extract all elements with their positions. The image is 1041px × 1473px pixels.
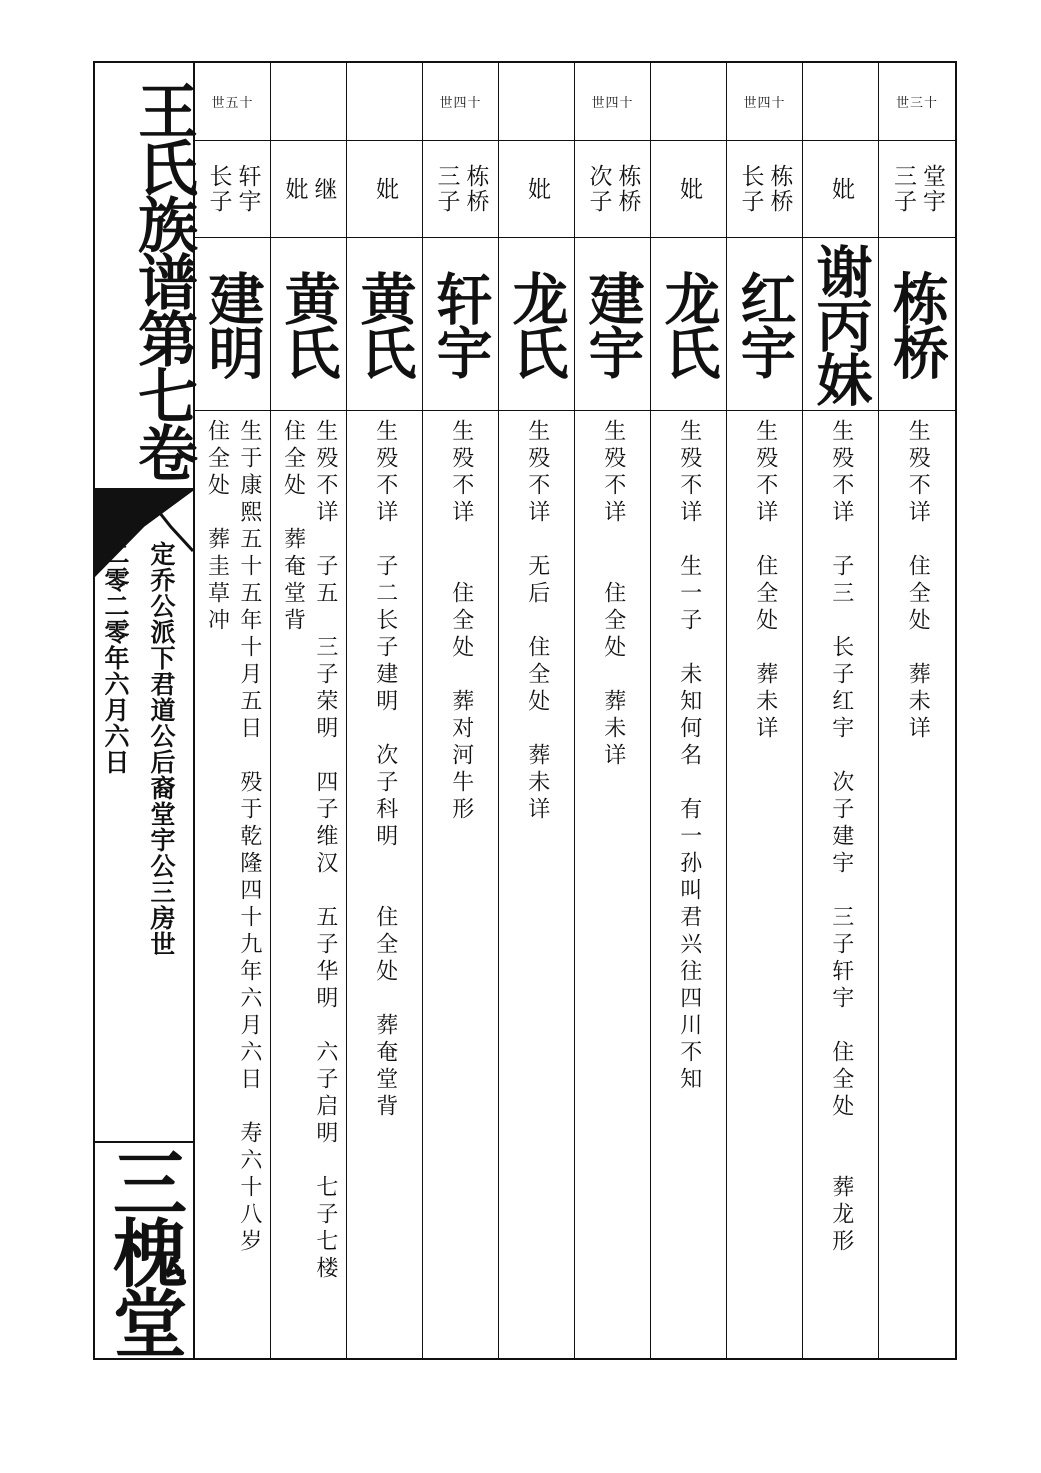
- biography-line: 住全处 葬圭草冲: [204, 419, 230, 635]
- person-name: 红宇: [731, 270, 798, 378]
- relation-text: 长子: [737, 164, 764, 214]
- biography-cell: [803, 413, 878, 1358]
- relation-text: 堂宇: [919, 164, 945, 214]
- generation-label: 世四十: [727, 63, 802, 141]
- person-column: [879, 63, 955, 1358]
- biography-line: 生殁不详 子二长子建明 次子科明 住全处 葬奄堂背: [372, 419, 398, 1121]
- relation-text: 栋桥: [614, 164, 641, 214]
- relation-cell: [195, 141, 270, 238]
- person-name: 龙氏: [503, 270, 570, 378]
- relation-text: 三子: [890, 164, 916, 214]
- biography-cell: [575, 413, 650, 1358]
- biography-cell: [499, 413, 574, 1358]
- name-cell: [271, 238, 346, 411]
- generation-label: [499, 63, 574, 141]
- person-column: [423, 63, 499, 1358]
- name-cell: [879, 238, 955, 411]
- relation-cell: [803, 141, 878, 238]
- relation-cell: [499, 141, 574, 238]
- generation-label: [347, 63, 422, 141]
- generation-label: [651, 63, 726, 141]
- person-column: [803, 63, 879, 1358]
- biography-line: 生殁不详 住全处 葬未详: [600, 419, 626, 770]
- hall-divider: [95, 1141, 193, 1143]
- biography-line: 生殁不详 子五 三子荣明 四子维汉 五子华明 六子启明 七子七楼: [312, 419, 338, 1283]
- person-column: [651, 63, 727, 1358]
- relation-text: 妣: [524, 176, 550, 202]
- person-column: [347, 63, 423, 1358]
- relation-text: 轩宇: [234, 164, 261, 214]
- biography-cell: [271, 413, 346, 1358]
- relation-cell: [423, 141, 498, 238]
- biography-cell: [195, 413, 270, 1358]
- relation-text: 三子: [433, 164, 460, 214]
- person-column: [499, 63, 575, 1358]
- relation-cell: [271, 141, 346, 238]
- generation-label: 世五十: [195, 63, 270, 141]
- name-cell: [195, 238, 270, 411]
- genealogy-page: [93, 61, 957, 1360]
- relation-text: 长子: [205, 164, 232, 214]
- name-cell: [575, 238, 650, 411]
- person-name: 栋桥: [884, 270, 950, 378]
- biography-line: 生殁不详 住全处 葬未详: [752, 419, 778, 743]
- biography-cell: [347, 413, 422, 1358]
- relation-text: 妣: [828, 176, 854, 202]
- hall-name: 三槐堂: [101, 1145, 187, 1355]
- relation-cell: [879, 141, 955, 238]
- generation-label: [271, 63, 346, 141]
- name-cell: [423, 238, 498, 411]
- relation-text: 次子: [585, 164, 612, 214]
- relation-text: 妣: [372, 176, 398, 202]
- biography-cell: [651, 413, 726, 1358]
- generation-label: 世四十: [575, 63, 650, 141]
- relation-text: 妣: [281, 176, 308, 202]
- biography-line: 生殁不详 住全处 葬未详: [905, 419, 931, 743]
- person-column: [575, 63, 651, 1358]
- person-name: 轩宇: [427, 270, 494, 378]
- biography-cell: [423, 413, 498, 1358]
- relation-text: 栋桥: [766, 164, 793, 214]
- name-cell: [651, 238, 726, 411]
- person-name: 黄氏: [275, 270, 342, 378]
- relation-cell: [347, 141, 422, 238]
- person-column: [271, 63, 347, 1358]
- name-cell: [347, 238, 422, 411]
- biography-line: 生于康熙五十五年十月五日 殁于乾隆四十九年六月六日 寿六十八岁: [236, 419, 262, 1256]
- person-name: 龙氏: [655, 270, 722, 378]
- relation-cell: [575, 141, 650, 238]
- relation-cell: [651, 141, 726, 238]
- title-panel: [95, 63, 198, 1358]
- relation-text: 栋桥: [462, 164, 489, 214]
- person-name: 建明: [199, 270, 266, 378]
- relation-text: 妣: [676, 176, 702, 202]
- person-column: [195, 63, 271, 1358]
- biography-line: 住全处 葬奄堂背: [280, 419, 306, 635]
- biography-line: 生殁不详 无后 住全处 葬未详: [524, 419, 550, 824]
- relation-text: 继: [310, 176, 337, 202]
- name-cell: [499, 238, 574, 411]
- biography-cell: [727, 413, 802, 1358]
- name-cell: [803, 238, 878, 411]
- publication-date: 二零二零年六月六日: [101, 541, 130, 775]
- generation-label: 世四十: [423, 63, 498, 141]
- generation-label: [803, 63, 878, 141]
- genealogy-grid: [195, 63, 955, 1358]
- name-cell: [727, 238, 802, 411]
- person-name: 黄氏: [351, 270, 418, 378]
- biography-cell: [879, 413, 955, 1358]
- generation-label: 世三十: [879, 63, 955, 141]
- relation-cell: [727, 141, 802, 238]
- biography-line: 生殁不详 住全处 葬对河牛形: [448, 419, 474, 824]
- book-title: 王氏族谱第七卷: [128, 79, 198, 479]
- branch-subtitle: 定乔公派下君道公后裔堂宇公三房世: [147, 541, 176, 957]
- person-name: 建宇: [579, 270, 646, 378]
- person-column: [727, 63, 803, 1358]
- biography-line: 生殁不详 子三 长子红宇 次子建宇 三子轩宇 住全处 葬龙形: [828, 419, 854, 1256]
- person-name: 谢丙妹: [807, 243, 874, 405]
- biography-line: 生殁不详 生一子 未知何名 有一孙叫君兴往四川不知: [676, 419, 702, 1094]
